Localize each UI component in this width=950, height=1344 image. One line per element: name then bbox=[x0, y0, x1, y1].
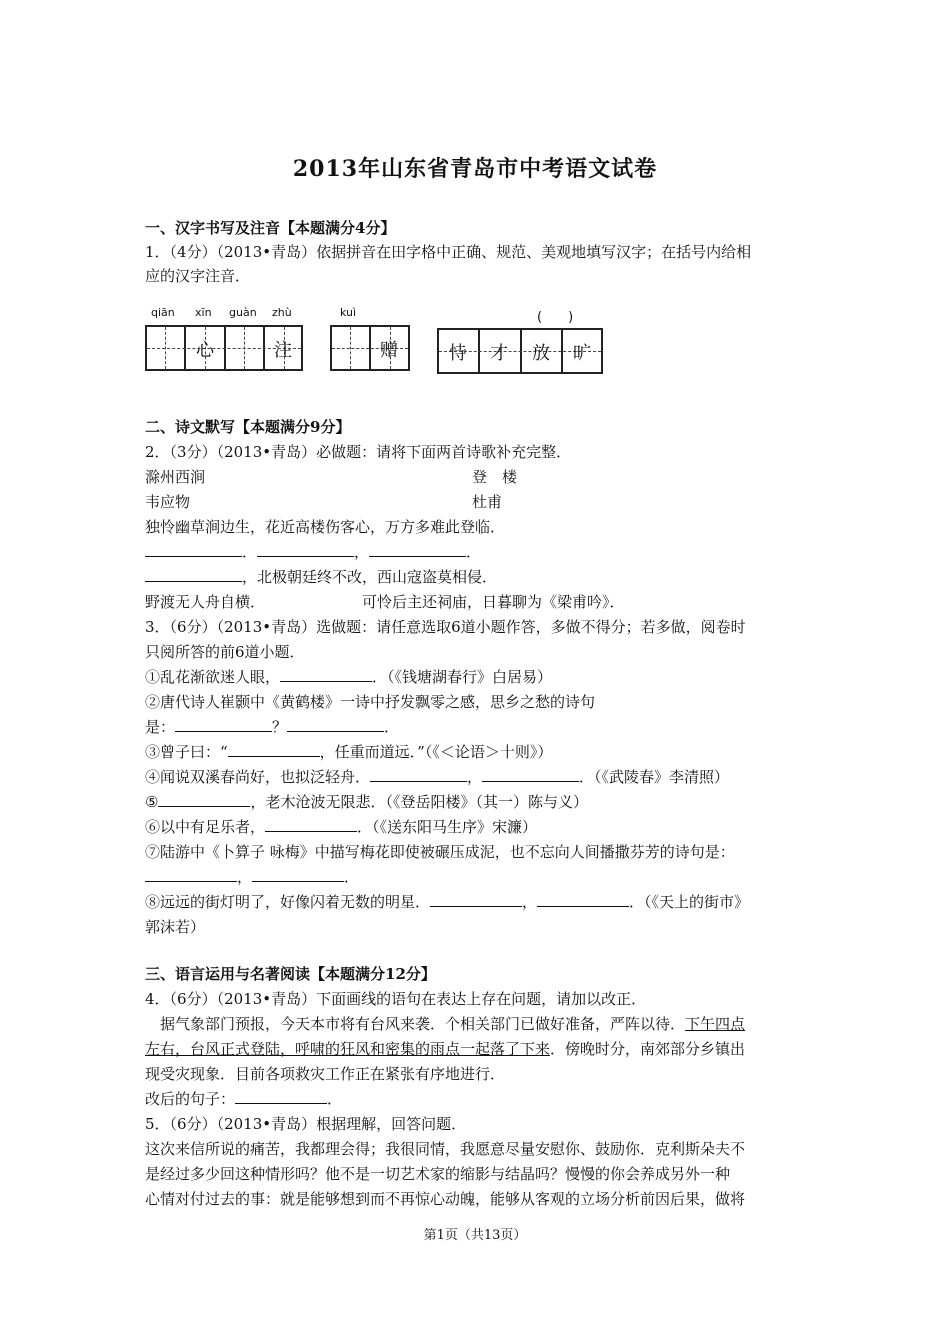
q4-para-line3: 现受灾现象．目前各项救灾工作正在紧张有序地进行． bbox=[145, 1065, 506, 1083]
section2-heading: 二、诗文默写【本题满分9分】 bbox=[145, 418, 351, 436]
poem2-author: 杜甫 bbox=[472, 493, 503, 511]
answer-blank[interactable] bbox=[287, 717, 384, 732]
answer-blank[interactable] bbox=[265, 817, 357, 832]
poem1-author: 韦应物 bbox=[145, 493, 191, 511]
grid3-char: 才 bbox=[490, 343, 508, 364]
answer-blank[interactable] bbox=[280, 667, 372, 682]
q5-prompt: 5．（6分）（2013•青岛）根据理解，回答问题． bbox=[145, 1115, 467, 1133]
grid1-pinyin: xīn bbox=[195, 306, 212, 319]
q3-item1: ①乱花渐欲迷人眼， ．（《钱塘湖春行》白居易） bbox=[145, 668, 553, 686]
page-title: 2013年山东省青岛市中考语文试卷 bbox=[292, 156, 658, 182]
grid1-char: 注 bbox=[274, 340, 292, 361]
answer-blank[interactable] bbox=[252, 867, 344, 882]
answer-blank[interactable] bbox=[145, 567, 242, 582]
grid1-pinyin: qiān bbox=[151, 306, 175, 319]
page-footer: 第1页（共13页） bbox=[423, 1228, 527, 1243]
q3-item8: ⑧远远的街灯明了，好像闪着无数的明星． ， ．（《天上的街市》 bbox=[145, 893, 750, 911]
grid2-pinyin: kuì bbox=[340, 306, 357, 319]
answer-blank[interactable] bbox=[369, 542, 466, 557]
grid1-char: 心 bbox=[196, 340, 214, 361]
q4-para-line2: 左右，台风正式登陆，呼啸的狂风和密集的雨点一起落了下来．傍晚时分，南郊部分乡镇出 bbox=[145, 1040, 746, 1058]
q1-line1: 1．（4分）（2013•青岛）依据拼音在田字格中正确、规范、美观地填写汉字；在括号内给相 bbox=[145, 243, 752, 261]
poem1-title: 滁州西涧 bbox=[145, 468, 206, 486]
q4-answer: 改后的句子： ． bbox=[145, 1090, 343, 1108]
q3-item4: ④闻说双溪春尚好，也拟泛轻舟． ， ．（《武陵春》李清照） bbox=[145, 768, 730, 786]
answer-blank[interactable] bbox=[482, 767, 579, 782]
q2-prompt: 2．（3分）（2013•青岛）必做题：请将下面两首诗歌补充完整． bbox=[145, 443, 572, 461]
q3-item8-line2: 郭沫若） bbox=[145, 918, 206, 936]
answer-blank[interactable] bbox=[537, 892, 629, 907]
answer-blank[interactable] bbox=[370, 767, 467, 782]
q1-line2: 应的汉字注音． bbox=[145, 267, 251, 285]
answer-blank[interactable] bbox=[235, 1089, 327, 1104]
q3-item3: ③曾子曰：“ ，任重而道远．”（《＜论语＞十则》） bbox=[145, 743, 553, 761]
q5-text-line3: 心情对付过去的事：就是能够想到而不再惊心动魄，能够从客观的立场分析前因后果，做将 bbox=[145, 1190, 746, 1208]
grid3-paren: ( ) bbox=[537, 310, 574, 325]
section3-heading: 三、语言运用与名著阅读【本题满分12分】 bbox=[145, 965, 436, 983]
grid3-char: 恃 bbox=[449, 343, 467, 364]
grid1-pinyin: guàn bbox=[229, 306, 257, 319]
q2-line-d1: 野渡无人舟自横． bbox=[145, 593, 266, 611]
poem2-title: 登 楼 bbox=[472, 468, 518, 486]
q3-item6: ⑥以中有足乐者， ．（《送东阳马生序》宋濂） bbox=[145, 818, 538, 836]
grid3-char: 放 bbox=[532, 343, 550, 364]
section1-heading: 一、汉字书写及注音【本题满分4分】 bbox=[145, 219, 396, 237]
tianzige-grid-2 bbox=[330, 306, 410, 371]
q3-item7-answer: ， ． bbox=[145, 866, 359, 888]
q2-line-c: ，北极朝廷终不改，西山寇盗莫相侵． bbox=[145, 566, 497, 588]
q3-line2: 只阅所答的前6道小题． bbox=[145, 643, 305, 661]
tianzige-grid-3 bbox=[437, 310, 603, 374]
q2-line-b: ． ， ． bbox=[145, 541, 481, 563]
answer-blank[interactable] bbox=[145, 867, 237, 882]
answer-blank[interactable] bbox=[175, 717, 272, 732]
q4-para-line1: 据气象部门预报，今天本市将有台风来袭．个相关部门已做好准备，严阵以待．下午四点 bbox=[145, 1015, 746, 1033]
q3-line1: 3．（6分）（2013•青岛）选做题：请任意选取6道小题作答，多做不得分；若多做，阅卷时 bbox=[145, 618, 746, 636]
q5-text-line1: 这次来信所说的痛苦，我都理会得；我很同情，我愿意尽量安慰你、鼓励你．克利斯朵夫不 bbox=[145, 1140, 746, 1158]
q3-item2-answer: 是： ？ ． bbox=[145, 718, 400, 736]
q2-line-a: 独怜幽草涧边生，花近高楼伤客心，万方多难此登临． bbox=[145, 518, 506, 536]
grid2-char: 赠 bbox=[380, 340, 398, 361]
q2-line-d2: 可怜后主还祠庙，日暮聊为《梁甫吟》． bbox=[362, 593, 625, 611]
answer-blank[interactable] bbox=[158, 792, 250, 807]
q4-prompt: 4．（6分）（2013•青岛）下面画线的语句在表达上存在问题，请加以改正． bbox=[145, 990, 647, 1008]
answer-blank[interactable] bbox=[145, 542, 242, 557]
grid1-pinyin: zhù bbox=[272, 306, 292, 319]
q3-item7: ⑦陆游中《卜算子 咏梅》中描写梅花即使被碾压成泥，也不忘向人间播撒芬芳的诗句是： bbox=[145, 843, 735, 861]
q3-item5: ⑤ ，老木沧波无限悲．（《登岳阳楼》（其一）陈与义） bbox=[145, 793, 588, 811]
answer-blank[interactable] bbox=[228, 742, 320, 757]
answer-blank[interactable] bbox=[430, 892, 522, 907]
q5-text-line2: 是经过多少回这种情形吗？他不是一切艺术家的缩影与结晶吗？慢慢的你会养成另外一种 bbox=[145, 1165, 731, 1183]
q3-item2: ②唐代诗人崔颢中《黄鹤楼》一诗中抒发飘零之感，思乡之愁的诗句 bbox=[145, 693, 596, 711]
tianzige-grid-1 bbox=[145, 306, 303, 371]
answer-blank[interactable] bbox=[257, 542, 354, 557]
grid3-char: 旷 bbox=[573, 343, 591, 364]
